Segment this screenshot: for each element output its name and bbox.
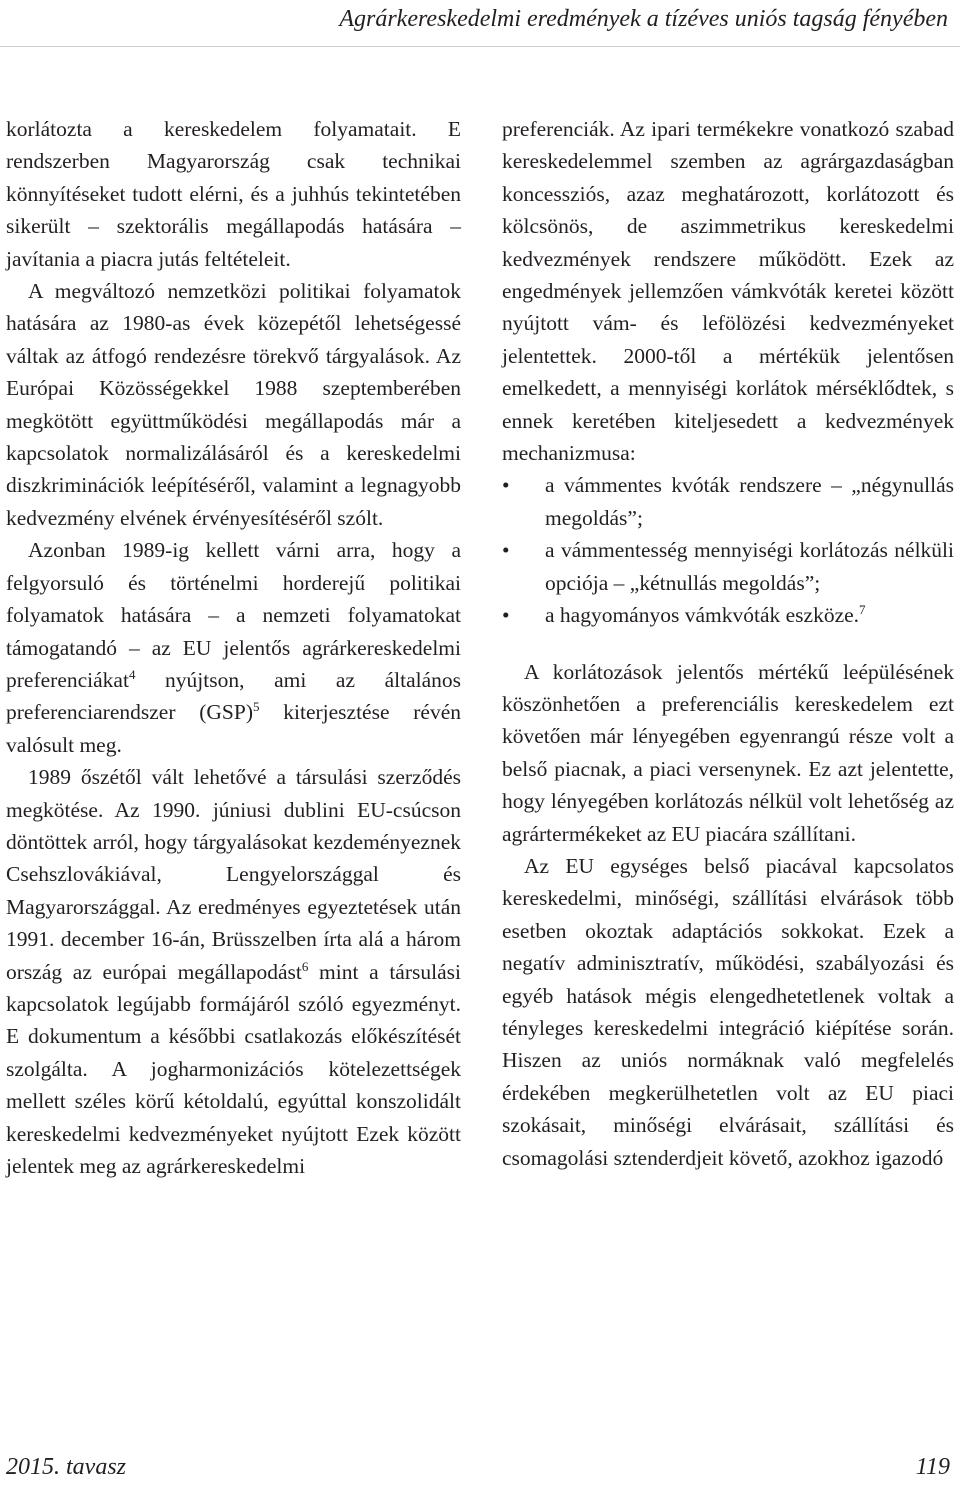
- running-header-title: Agrárkereskedelmi eredmények a tízéves uniós tagság fényében: [339, 6, 948, 32]
- bullet-item-2: [502, 534, 954, 599]
- right-paragraph-1: preferenciák. Az ipari termékekre vonatkozó szabad kereskedelemmel szemben az agrárgazdaságban koncessziós, azaz meghatározott, korlátozott és kölcsönös, de aszimmetrikus kereskedelmi kedvezmények rendszere működött. Ezek az engedmények jellemzően vámkvóták keretei között nyújtott vám- és lefölözési kedvezményeket jelentettek. 2000-től a mértékük jelentősen emelkedett, a mennyiségi korlátok mérséklődtek, s ennek keretében kiteljesedett a kedvezmények mechanizmusa:: [502, 117, 954, 466]
- bullet-icon: •: [502, 538, 510, 563]
- bullet-text-3: a hagyományos vámkvóták eszköze.: [545, 603, 860, 628]
- left-paragraph-3-text-c: kiterjesztése révén valósult meg.: [6, 700, 461, 757]
- bullet-text-2: a vámmentesség mennyiségi korlátozás nélküli opciója – „kétnullás megoldás”;: [545, 538, 954, 595]
- left-paragraph-3-text-b: nyújtson, ami az általános preferenciarendszer (GSP): [6, 667, 461, 725]
- page-number: 119: [915, 1454, 950, 1480]
- footer-issue: 2015. tavasz: [6, 1454, 126, 1480]
- left-paragraph-3: [6, 534, 461, 761]
- right-paragraph-3: Az EU egységes belső piacával kapcsolatos kereskedelmi, minőségi, szállítási elvárások több esetben okoztak adaptációs sokkokat. Ezek a negatív adminisztratív, működési, szabályozási és egyéb hatások mégis elengedhetetlenek voltak a tényleges kereskedelmi integráció kiépítése során. Hiszen az uniós normáknak való megfelelés érdekében megkerülhetetlen volt az EU piaci szokásait, minőségi elvárásait, szállítási és csomagolási sztenderdjeit követő, azokhoz igazodó: [502, 853, 954, 1170]
- right-column: [502, 113, 954, 1174]
- bullet-item-3: [502, 599, 954, 631]
- bullet-list: [502, 469, 954, 631]
- bullet-icon: •: [502, 473, 510, 498]
- footnote-ref-5[interactable]: 5: [253, 699, 260, 715]
- left-paragraph-2: A megváltozó nemzetközi politikai folyamatok hatására az 1980-as évek közepétől lehetségessé váltak az átfogó rendezésre törekvő tárgyalások. Az Európai Közösségekkel 1988 szeptemberében megkötött együttműködési megállapodás már a kapcsolatok normalizálásáról és a kereskedelmi diszkriminációk leépítéséről, valamint a legnagyobb kedvezmény elvének érvényesítéséről szólt.: [6, 279, 461, 530]
- footnote-ref-6[interactable]: 6: [301, 958, 309, 974]
- left-paragraph-1: korlátozta a kereskedelem folyamatait. E rendszerben Magyarország csak technikai könnyítéseket tudott elérni, és a juhhús tekintetében sikerült – szektorális megállapodás hatására – javítania a piacra jutás feltételeit.: [6, 117, 461, 271]
- footnote-ref-7[interactable]: 7: [859, 601, 866, 617]
- header-divider: [0, 46, 960, 47]
- bullet-icon: •: [502, 603, 510, 628]
- left-column: [6, 113, 461, 1182]
- left-paragraph-3-text-a: Azonban 1989-ig kellett várni arra, hogy a felgyorsuló és történelmi horderejű politikai folyamatok hatására – a nemzeti folyamatokat támogatandó – az EU jelentős agrárkereskedelmi preferenciákat: [6, 538, 461, 692]
- left-paragraph-4-text-b: mint a társulási kapcsolatok legújabb formájáról szóló egyezményt. E dokumentum a későbbi csatlakozás előkészítését szolgálta. A jogharmonizációs kötelezettségek mellett széles körű kétoldalú, egyúttal konszolidált kereskedelmi kedvezményeket nyújtott Ezek között jelentek meg az agrárkereskedelmi: [6, 959, 461, 1178]
- left-paragraph-4: [6, 761, 461, 1182]
- bullet-item-1: [502, 469, 954, 534]
- bullet-text-1: a vámmentes kvóták rendszere – „négynullás megoldás”;: [545, 473, 954, 530]
- left-paragraph-4-text-a: 1989 őszétől vált lehetővé a társulási szerződés megkötése. Az 1990. júniusi dublini EU-csúcson döntöttek arról, hogy tárgyalásokat kezdeményeznek Csehszlovákiával, Lengyelországgal és Magyarországgal. Az eredményes egyeztetések után 1991. december 16-án, Brüsszelben írta alá a három ország az európai megállapodást: [6, 765, 461, 984]
- footnote-ref-4[interactable]: 4: [128, 666, 136, 682]
- right-paragraph-2: A korlátozások jelentős mértékű leépülésének köszönhetően a preferenciális kereskedelem ezt követően már lényegében egyenrangú része volt a belső piacnak, a piaci versenynek. Ez azt jelentette, hogy lényegében korlátozás nélkül volt lehetőség az agrártermékeket az EU piacára szállítani.: [502, 659, 954, 846]
